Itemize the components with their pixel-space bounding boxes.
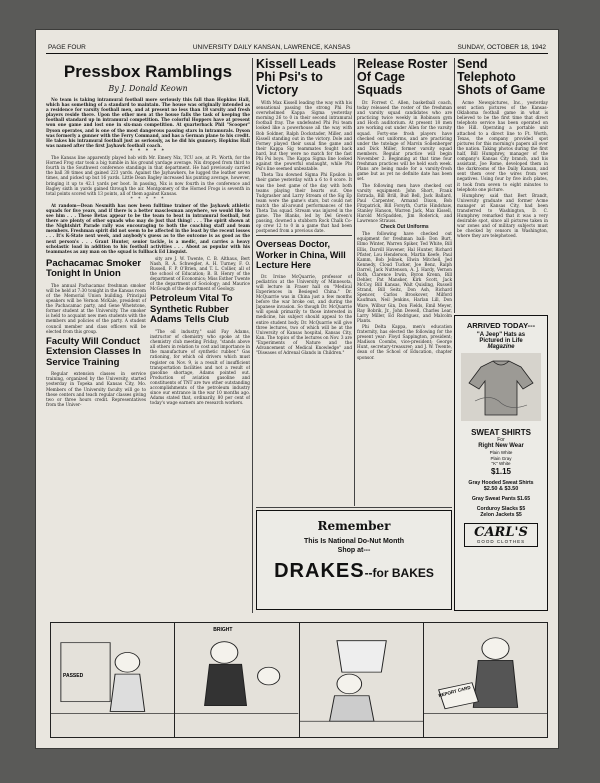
sweat-pants: Gray Sweat Pants $1.65 <box>471 495 531 502</box>
color-option-1: Plain White <box>489 450 513 455</box>
pressbox-p3: At random—Dean Nesmith has now been fulltime trainer of the Jayhawk athletic squads for five years, and if there is a better masclesman anywhere, we would like to see him . . . These Betas appear to be the team to beat in intramural football, but there are plenty of other squads who may do just that thing! . . . The spirit shown at the Nightshirt Parade rally was encouraging to both the coaching staff and team members. Freshman spirit did not seem to be affected in the least by the recent losses . . . It's K-State next week, and anybody's guess as to the outcome is as good as the next person's . . . Grant Hunter, senior tackle, is a medic, and carries a heavy scholastic load in addition to his football activities . . . About as popular with his teammates as any man on the squad is fullback Ed Linquist. <box>46 202 250 254</box>
extension-body: Regular extension classes in service training, organized by the University, started yesterday in Topeka and Kansas City, Mo. Members of the University faculty will go to these centers and teach regular classes giving two or three hours credit. Representatives from the Univer- <box>46 371 146 407</box>
newspaper-page <box>36 30 558 748</box>
ad-arrived-line3: Pictured in Life <box>479 338 523 344</box>
sweat-right: Right New Wear <box>478 443 524 449</box>
drakes-brand: DRAKES <box>274 560 365 582</box>
masthead <box>46 42 548 54</box>
kissell-headline: Kissell Leads Phi Psi's to Victory <box>256 58 336 97</box>
pressbox-body2 <box>46 155 250 254</box>
hooded-price: $2.50 & $3.50 <box>483 485 519 492</box>
doctor-body: Dr. Irvine McQuarrie, professor of pediatrics at the University of Minnesota, will lecture in Fraser hall on "Medical Experiences in Besieged China." Dr. McQuarrie was in China just a few months before the war broke out, and during the Japanese invasion. So though Dr. McQuarrie will speak primarily to those interested in medicine, his subject should appeal to the entire student body. Dr. McQuarrie will give three lectures, two of which will be at the University of Kansas hospital, Kansas City, Kan. The topics of the lectures on Nov. 3 are "Experiments of Nature and the Advancement of Medical Knowledge" and "Diseases of Adrenal Glands in Children." <box>256 273 352 356</box>
store-sub: GOOD CLOTHES <box>476 538 526 544</box>
sweatshirt-illustration <box>461 353 541 421</box>
pressbox-title: Pressbox Ramblings <box>63 62 233 81</box>
sweat-title: SWEAT SHIRTS <box>471 428 531 437</box>
hooded-label: Gray Hooded Sweat Shirts <box>468 479 534 486</box>
extension-headline: Faculty Will Conduct Extension Classes In Service Training <box>46 335 142 368</box>
donut-month: This Is National Do-Nut Month <box>304 538 404 545</box>
zelon-jackets: Zelon Jackets $5 <box>480 511 522 518</box>
remember-title: Remember <box>317 519 391 533</box>
column-rule <box>252 58 253 613</box>
kissell-p1: With Max Kissell leading the way with his sensational passing the strong Phi Psi overwhelmed Kappa Sigma yesterday morning 26 to 0 in their second intramural football fray. The undefeated Phi Psi team looked like a powerhouse all the way with Bob Soldner, Ralph Dockstader, Miller, and Kissell standing out in the victory. Dole and Forney played their usual fine game and their Kappa Sig teammates fought back hard, but they were no match for the fast Phi Psi boys. The Kappa Sigma line looked against the powerful onslaught, while Phi Psi's line seemed unbeatable. <box>256 100 352 172</box>
color-option-2: Plain Gray <box>490 455 512 461</box>
comic-text-2: BRIGHT <box>213 627 233 633</box>
ad-arrived-line2: "A Jeep" Hats as <box>476 332 526 338</box>
comic-strip <box>50 622 548 738</box>
comic-drawing-2 <box>175 623 298 737</box>
sweat-for: For <box>497 437 505 443</box>
lower-right <box>150 256 250 408</box>
lower-left <box>46 256 146 408</box>
ad-arrived-line4: Magazine <box>487 344 515 350</box>
column-rule <box>354 58 355 506</box>
comic-text-1: PASSED <box>63 673 84 679</box>
comic-panel-1 <box>51 623 175 737</box>
roster-headline: Release Roster Of Cage Squads <box>357 58 448 97</box>
column-4 <box>457 58 548 312</box>
column-3 <box>357 58 452 506</box>
roster-p3: The following have checked out equipment for freshman ball: Don Burt, Elmo Winter, Warren Spiker, Ted White, Bill Ellis, Darvill Havener, Hal Hunter, Richard Pfister, Lou Henderson, Martin Keefe, Paul Kamm, Bob Jelinek, Elwin Mitchell, Jed Kennedy, Cloud Tucker, Joe Benz, Ralph Darrel, Jack Nuttenson, A. J. Hardy, Vernon Roth, Clarence Irwin, Byron Krenn, Bill Dehler, Pat Mansker, Kirk Scott, Jack McCoy, Bill Kansas, Walt Quisling, Russell Strand, Bill Seitz, Don Ash, Richard Spencer, Carlos Brookover, Milford Kaufman, Neil Jenkins, Harlan Lill, Don Ware, Wilbur Gin, Don Fields, Emil Meyer, Ray Bobrik, Jr., John Dewell, Charles Lear, Larry Miller, Ed Rodriguez, and Malcolm Plants. <box>357 231 452 323</box>
color-option-3: "K" White <box>491 461 511 466</box>
shop-at: Shop at--- <box>337 547 371 554</box>
roster-p4: Phi Delta Kappa, men's education fraternity, has elected the following for the present year: Floyd Sappington, president; Madison Coombs, vice-president; George Hunt, secretary-treasurer; and J. W. Twente, dean of the School of Education, chapter sponsor. <box>357 323 452 360</box>
column-rule <box>454 58 455 313</box>
petroleum-body: "The oil industry," said Fay Adams, instructor of chemistry who spoke at the chemistry club meeting Friday, "stands above all others in relation to cost and importance in the manufacture of synthetic rubber." Gas rationing, for which oil drivers which must register on Nov. 9, is a result of insufficient transportation facilities and not a result of gasoline shortage, Adams pointed out. Production of aviation gasoline and constituents of TNT are two other outstanding accomplishments of the petroleum industry since our entrance in the war 10 months ago. Adams stated that, ordinarily, 80 per cent of today's wage earners are research workers. <box>150 328 250 406</box>
smoker-headline: Pachacamac Smoker Tonight In Union <box>46 257 142 280</box>
column-sports <box>46 58 250 618</box>
comic-text-4: REPORT CARD <box>437 684 471 699</box>
comic-panel-3 <box>300 623 424 737</box>
comic-drawing-1 <box>51 623 174 737</box>
issue-date: SUNDAY, OCTOBER 18, 1942 <box>457 44 546 51</box>
check-out-subhead: Check Out Uniforms <box>380 224 429 231</box>
pressbox-body <box>46 97 250 154</box>
sweat-price: $1.15 <box>490 466 512 476</box>
column-2 <box>256 58 352 506</box>
ad-arrived-line1: ARRIVED TODAY--- <box>466 321 536 330</box>
telephoto-p1: Acme Newspictures, Inc., yesterday sent action pictures of the Kansas-Oklahoma football game in what is believed to be the first time that direct telephoto service has been operated on the Hill. Operating a portable unit attached to a direct line to Ft. Worth, Texas, the company provided spot pictures for this morning's papers all over the nation. Taking photos during the first half, Bill Humphrey, manager of the company's Kansas City branch, and his assistant, Joe Rome, developed them in the darkrooms of the Daily Kansan, and sent them over the wires from wet negatives. Using four by five inch plates, it took from seven to eight minutes to telephoto one picture. <box>457 100 548 192</box>
roster-p1: Dr. Forrest C. Allen, basketball coach, today released the roster of the freshman and varsity squad candidates who are practicing twice weekly in Robinson gym and Hoch auditorium. At present 18 men are working out under Allen for the varsity squad. Forty-one frosh players have checked out uniforms, and are practicing under the tutelage of Marvin Sollenberger and Dick Miller, former varsity squad members. Regular practice will begin November 2. Beginning at that time four freshman practices will be held each week. Plans are being made for a varsity-frosh game but as yet no definite date has been set. <box>357 100 452 182</box>
roster-p2: The following men have checked out varsity equipment: John Short, Frank Estrada, Bill Brill, Bud Bell, Jack Ballard, Paul Carpenter, Armand Dixon, Bob Fitzpatrick, Bill Forsyth, Curtis Hindshaw, Stanley Hanson, Warren Jack, Max Kissell, Harold McSpadden, Jim Roderick, and Lawrence Strauss. <box>357 182 452 224</box>
doctor-headline: Overseas Doctor, Worker in China, Will Lecture Here <box>256 239 346 271</box>
pressbox-p2: The Kansas line apparently played hob with Mr. Emery Nix, TCU ace, at Ft. Worth, for the Horned Frog star took a big tumble in his ground yardage average. Nix dropped from third to fourth in the Southwest conference standings in that department. He had previously carried the ball 38 times and gained 223 yards. Against the Jayhawkers, he lugged the leather seven times, and picked up but 16 yards. Little Dean Bagley increased his punting average, however, bringing it up to 42.1 yards per boot. In passing, Nix is now fourth in the conference and Bagley sixth in yards gained through the air. Montgomery of the Horned Frogs is seventh in total points scored with 13 points, all of them against Kansas. <box>46 155 250 196</box>
kissell-p2: Theta Tau downed Sigma Phi Epsilon in their game yesterday with a 6 to 0 score. It was the best game of the day with both teams playing their hearts out. One Tudgrasher and Larry Stream of the Sig Ep team were the game's stars, but could not match the all-around performances of the Theta Tau squad. Stream was injured in the game. The Blanks, led by Del Green's passing, downed a stubborn Rock Chalk Co-op crew 12 to 0 in a game that had been postponed from a previous date. <box>256 172 352 234</box>
lower-split <box>46 256 250 408</box>
comic-panel-2 <box>175 623 299 737</box>
faculty-list: sity are J. W. Twente, C. B. Althaus, Bert Nash, R. A. Schwegler, A. H. Turney, F. O. Russell, F. P. O'Brien, and T. L. Collier, all of the school of Education; B. B. Henry of the department of Economics; Miss Esther Twente of the department of Sociology; and Maurice McGough of the department of Geology. <box>150 255 250 292</box>
comic-panel-4 <box>424 623 547 737</box>
drakes-advertisement <box>256 510 452 610</box>
comic-drawing-3 <box>300 623 423 737</box>
pressbox-p1: No team is taking intramural football more seriously this fall than Hopkins Hall, which has something of a standard to maintain. The house was originally intended as a residence for varsity football men, and at present no less than 18 varsity and fresh players reside there. Upon the other men at the house falls the task of keeping the football standard up in intramural competition. The colorful Hoppers have at present won one game and lost one in six-man competition. At quarterback Phil "Scooper" Dyson operates, and is one of the most dangerous passing stars in intramurals. Dyson was formerly a gunner with the Ferry Command, and has a German plane to his credit. He takes his intramural football just as seriously, as he did his gunnery. Hopkins Hall was named after the first Jayhawk football coach. <box>46 97 250 148</box>
telephoto-p2: Humphrey said that Bert Brandt, University graduate and former Acme manager at Kansas City, had been transferred to Washington, D. C. Humphrey remarked that it was a very desirable spot, since all pictures taken in war zones and of military subjects must be checked by censors in Washington, where they are telephotoed. <box>457 192 548 239</box>
comic-drawing-4 <box>424 623 547 737</box>
petroleum-headline: Petroleum Vital To Synthetic Rubber Adams Tells Club <box>150 293 233 326</box>
pressbox-byline: By J. Donald Keown <box>108 84 188 93</box>
carls-advertisement <box>454 315 548 611</box>
carls-logo <box>464 523 538 547</box>
telephoto-headline: Send Telephoto Shots of Game <box>457 58 546 97</box>
page-number: PAGE FOUR <box>48 44 86 51</box>
corduroy-slacks: Corduroy Slacks $5 <box>476 505 526 512</box>
drakes-suffix: --for BAKES <box>364 566 434 580</box>
smoker-body: The annual Pachacamac freshman smoker will be held at 7:30 tonight in the Kansas room of the Memorial Union building. Principal speakers will be Vernon McKale, president of the Pachacamac party, and Gene Whetstone, former student at the University. The smoker is held to acquaint new men students with the members and policies of the party. A student council member and class officers will be elected from this group. <box>46 282 146 334</box>
paper-name: UNIVERSITY DAILY KANSAN, LAWRENCE, KANSAS <box>192 44 351 51</box>
store-name: CARL'S <box>474 524 528 540</box>
divider-stars-2: * * * * * <box>130 196 166 202</box>
divider-stars: * * * * * <box>129 148 167 154</box>
